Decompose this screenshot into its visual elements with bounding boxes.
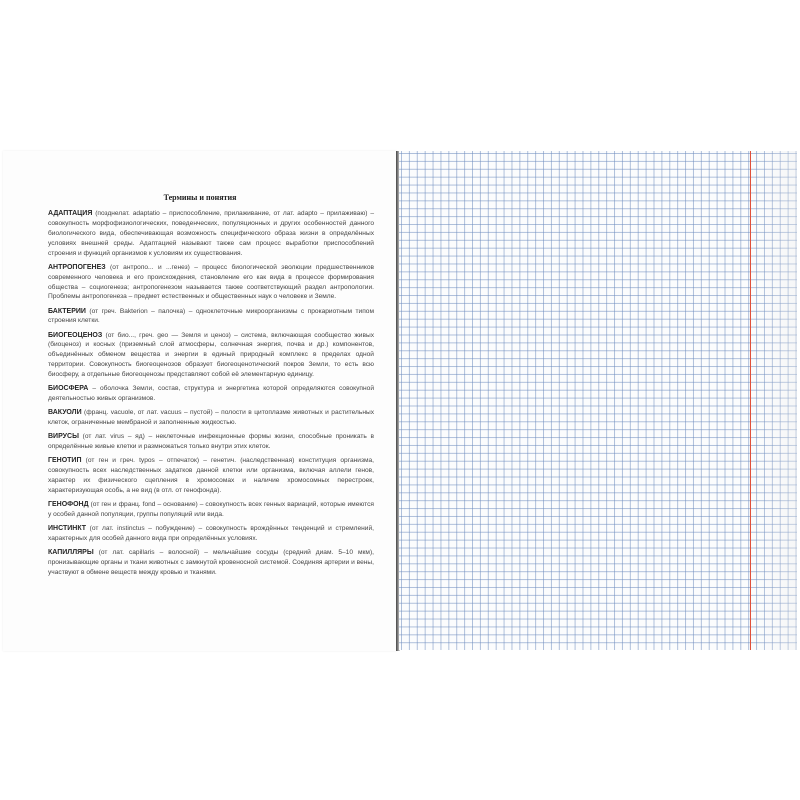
- term-definition: (позднелат. adaptatio – приспособление, прилаживание, от лат. adapto – прилаживаю) – совокупность морфофизиологических, поведенческих, популяционных и других особенностей данного биологического вида, обеспечивающая возможность специфического образа жизни в определённых условиях внешней среды. Адаптацией называют также сам процесс выработки приспособлений строения и функций организмов к условиям их существования.: [48, 210, 374, 257]
- term-name: ВАКУОЛИ: [48, 409, 82, 417]
- term-definition: (от греч. Bakterion – палочка) – одноклеточные микроорганизмы с прокариотным типом строения клетки.: [48, 307, 374, 325]
- terms-list: [48, 209, 374, 582]
- page-title: Термины и понятия: [163, 193, 237, 202]
- term-name: ГЕНОТИП: [48, 457, 82, 465]
- term-definition: (от антропо... и ...генез) – процесс биологической эволюции предшественников современного человека и его происхождения, становление его как вида в процессе формирования общества – социогенеза; антропогенезом называется также соответствующий раздел антропологии. Проблемы антропогенеза – предмет естественных и общественных наук о человеке и Земле.: [48, 263, 374, 301]
- term-definition: (от био..., греч. geo — Земля и ценоз) – система, включающая сообщество живых (биоценоз) и косных (приземный слой атмосферы, солнечная энергия, почва и др.) компонентов, объединённых обменом вещества и энергии в единый природный комплекс в пределах одной территории. Совокупность биогеоценозов образует биогеоценотический покров Земли, то есть всю биосферу, а отдельные биогеоценозы представляют собой её элементарную единицу.: [48, 331, 374, 379]
- grid-paper-page: [399, 151, 797, 650]
- term-entry: [48, 432, 374, 452]
- term-entry: [48, 524, 374, 544]
- page-shade: [757, 151, 797, 650]
- term-entry: [48, 456, 374, 496]
- term-definition: (от лат. instinctus – побуждение) – совокупность врождённых тенденций и стремлений, характерных для особей данного вида при определённых условиях.: [48, 525, 374, 542]
- inside-cover-page: [3, 151, 397, 651]
- term-entry: [48, 209, 374, 259]
- term-entry: [48, 331, 374, 381]
- term-name: БИОСФЕРА: [48, 385, 89, 393]
- term-entry: [48, 548, 374, 578]
- term-name: БАКТЕРИИ: [48, 307, 86, 315]
- term-definition: (от ген и франц. fond – основание) – совокупность всех генных вариаций, которые имеются у особей данной популяции, группы популяций или вида.: [48, 501, 374, 518]
- term-name: БИОГЕОЦЕНОЗ: [48, 331, 103, 339]
- term-definition: – оболочка Земли, состав, структура и энергетика которой определяются совокупной деятельностью живых организмов.: [48, 385, 374, 403]
- term-definition: (от лат. virus – яд) – неклеточные инфекционные формы жизни, способные проникать в определённые живые клетки и размножаться только внутри этих клеток.: [48, 433, 374, 451]
- term-name: ГЕНОФОНД: [48, 501, 89, 509]
- term-name: ИНСТИНКТ: [48, 525, 87, 533]
- term-name: АНТРОПОГЕНЕЗ: [48, 263, 106, 271]
- margin-line: [750, 151, 751, 650]
- term-definition: (от ген и греч. typos – отпечаток) – генетич. (наследственная) конституция организма, совокупность всех наследственных задатков данной клетки или организма, включая аллели генов, характер их физического сцепления в хромосомах и наличие хромосомных перестроек, характеризующая особь, а не вид (в отл. от генофонда).: [48, 457, 374, 494]
- term-definition: (франц. vacuole, от лат. vacuus – пустой) – полости в цитоплазме животных и растительных клеток, ограниченные мембраной и заполненные жидкостью.: [48, 409, 374, 427]
- term-name: ВИРУСЫ: [48, 433, 79, 441]
- term-definition: (от лат. capillaris – волосной) – мельчайшие сосуды (средний диам. 5–10 мкм), пронизывающие органы и ткани животных с замкнутой кровеносной системой. Соединяя артерии и вены, участвуют в обмене веществ между кровью и тканями.: [48, 549, 374, 576]
- term-entry: [48, 263, 374, 303]
- term-entry: [48, 500, 374, 520]
- term-entry: [48, 307, 374, 327]
- term-name: КАПИЛЛЯРЫ: [48, 549, 94, 557]
- term-name: АДАПТАЦИЯ: [48, 210, 93, 217]
- term-entry: [48, 408, 374, 428]
- term-entry: [48, 384, 374, 404]
